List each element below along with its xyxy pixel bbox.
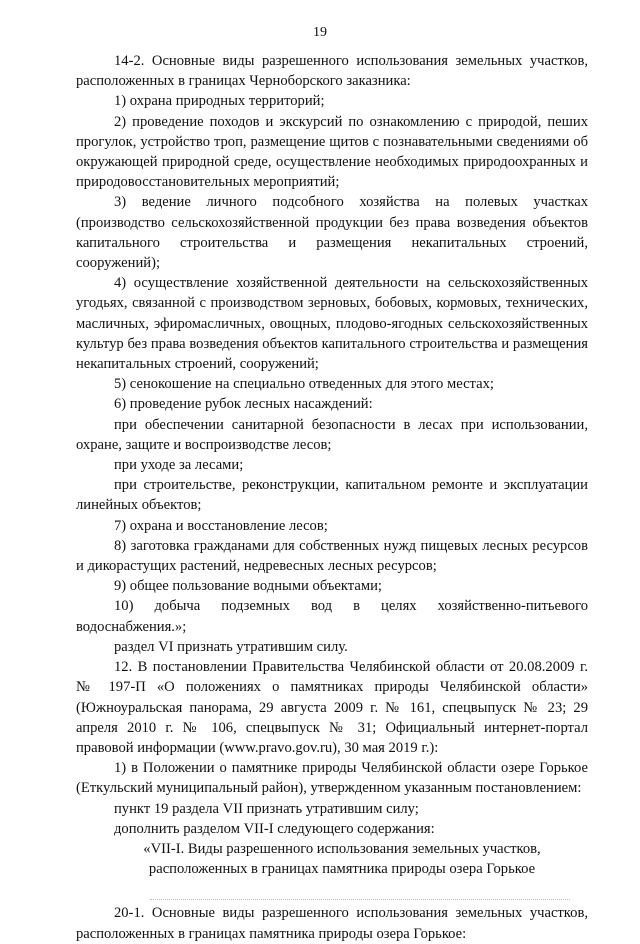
paragraph: раздел VI признать утратившим силу. xyxy=(114,638,348,655)
list-item: 7) охрана и восстановление лесов; xyxy=(114,517,328,534)
document-body xyxy=(76,51,588,944)
sub-item: при обеспечении санитарной безопасности в лесах при использовании, охране, защите и воспроизводстве лесов; xyxy=(76,416,588,453)
page-number: 19 xyxy=(313,25,327,40)
paragraph-12: 12. В постановлении Правительства Челябинской области от 20.08.2009 г. № 197-П «О положениях о памятниках природы Челябинской области» (Южноуральская панорама, 29 августа 2009 г. № 161, спецвыпуск № 23; 29 апреля 2010 г. № 106, спецвыпуск № 31; Официальный интернет-портал правовой информации (www.pravo.gov.ru), 30 мая 2019 г.): xyxy=(76,659,588,756)
list-item: 9) общее пользование водными объектами; xyxy=(114,578,382,595)
paragraph-14-2: 14-2. Основные виды разрешенного использования земельных участков, расположенных в границах Черноборского заказника: xyxy=(76,53,588,90)
section-heading-line: «VII-I. Виды разрешенного использования земельных участков, xyxy=(143,840,541,857)
list-item: 4) осуществление хозяйственной деятельности на сельскохозяйственных угодьях, связанной с производством зерновых, бобовых, кормовых, технических, масличных, эфиромасличных, овощных, плодово-ягодных сельскохозяйственных культур без права возведения объектов капитального строительства и размещения некапитальных строений, сооружений; xyxy=(76,275,588,373)
list-item: 3) ведение личного подсобного хозяйства на полевых участках (производство сельскохозяйственной продукции без права возведения объектов капитального строительства и размещения некапитальных строений, сооружений); xyxy=(76,194,588,272)
list-item: 5) сенокошение на специально отведенных для этого местах; xyxy=(114,376,494,393)
paragraph: пункт 19 раздела VII признать утратившим силу; xyxy=(114,800,419,817)
paragraph: дополнить разделом VII-I следующего содержания: xyxy=(114,820,435,837)
sub-item: при строительстве, реконструкции, капитальном ремонте и эксплуатации линейных объектов; xyxy=(76,477,588,514)
paragraph: 1) в Положении о памятнике природы Челябинской области озере Горькое (Еткульский муниципальный район), утвержденном указанным постановлением: xyxy=(76,760,588,797)
list-item: 1) охрана природных территорий; xyxy=(114,93,325,110)
paragraph-20-1: 20-1. Основные виды разрешенного использования земельных участков, расположенных в границах памятника природы озера Горькое: xyxy=(76,905,588,942)
scan-artifact-line xyxy=(150,899,570,901)
sub-item: при уходе за лесами; xyxy=(114,457,244,474)
list-item: 6) проведение рубок лесных насаждений: xyxy=(114,396,373,413)
list-item: 10) добыча подземных вод в целях хозяйственно-питьевого водоснабжения.»; xyxy=(76,598,588,635)
list-item: 8) заготовка гражданами для собственных нужд пищевых лесных ресурсов и дикорастущих растений, недревесных лесных ресурсов; xyxy=(76,537,588,575)
section-heading-line: расположенных в границах памятника природы озера Горькое xyxy=(148,861,536,878)
list-item: 2) проведение походов и экскурсий по ознакомлению с природой, пеших прогулок, устройство троп, размещение щитов с познавательными сведениями об окружающей природной среде, осуществление необходимых природоохранных и природовосстановительных мероприятий; xyxy=(76,113,588,191)
